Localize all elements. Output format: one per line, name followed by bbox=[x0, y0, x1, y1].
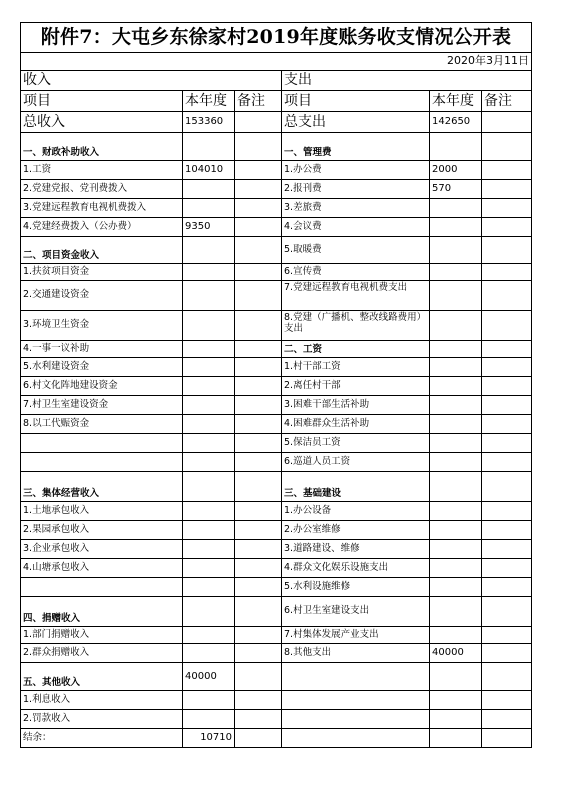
income-amount bbox=[183, 133, 235, 161]
ledger-row bbox=[21, 281, 532, 311]
income-note bbox=[235, 540, 282, 559]
expense-amount: 40000 bbox=[430, 644, 482, 663]
expense-item: 6.宣传费 bbox=[282, 264, 430, 281]
income-item: 2.群众捐赠收入 bbox=[21, 644, 183, 663]
expense-note bbox=[482, 161, 532, 180]
expense-note bbox=[482, 453, 532, 472]
expense-amount bbox=[430, 597, 482, 627]
income-note bbox=[235, 644, 282, 663]
ledger-row bbox=[21, 663, 532, 691]
income-item: 三、集体经营收入 bbox=[21, 472, 183, 502]
ledger-row bbox=[21, 341, 532, 358]
income-note bbox=[235, 434, 282, 453]
ledger-row bbox=[21, 264, 532, 281]
income-note bbox=[235, 311, 282, 341]
income-amount bbox=[183, 597, 235, 627]
ledger-row bbox=[21, 396, 532, 415]
income-col-note: 备注 bbox=[235, 91, 282, 112]
expense-note bbox=[482, 396, 532, 415]
expense-item: 3.道路建设、维修 bbox=[282, 540, 430, 559]
ledger-row bbox=[21, 180, 532, 199]
expense-amount bbox=[430, 237, 482, 264]
income-item: 2.党建党报、党刊费拨入 bbox=[21, 180, 183, 199]
income-note bbox=[235, 627, 282, 644]
expense-amount bbox=[430, 396, 482, 415]
expense-item: 6.村卫生室建设支出 bbox=[282, 597, 430, 627]
expense-item: 2.办公室维修 bbox=[282, 521, 430, 540]
expense-note bbox=[482, 264, 532, 281]
expense-note bbox=[482, 377, 532, 396]
expense-item: 三、基础建设 bbox=[282, 472, 430, 502]
ledger-row bbox=[21, 559, 532, 578]
income-amount: 9350 bbox=[183, 218, 235, 237]
expense-col-amount: 本年度 bbox=[430, 91, 482, 112]
income-item: 1.扶贫项目资金 bbox=[21, 264, 183, 281]
expense-amount bbox=[430, 691, 482, 710]
income-amount: 104010 bbox=[183, 161, 235, 180]
expense-item: 7.党建远程教育电视机费支出 bbox=[282, 281, 430, 311]
income-item: 5.水利建设资金 bbox=[21, 358, 183, 377]
expense-note bbox=[482, 578, 532, 597]
expense-item: 4.会议费 bbox=[282, 218, 430, 237]
income-amount bbox=[183, 264, 235, 281]
expense-amount bbox=[430, 559, 482, 578]
ledger-row bbox=[21, 358, 532, 377]
expense-amount bbox=[430, 358, 482, 377]
expense-amount bbox=[430, 281, 482, 311]
expense-note bbox=[482, 663, 532, 691]
ledger-row bbox=[21, 729, 532, 748]
income-item bbox=[21, 453, 183, 472]
expense-note bbox=[482, 710, 532, 729]
expense-amount bbox=[430, 415, 482, 434]
ledger-row bbox=[21, 218, 532, 237]
income-amount bbox=[183, 521, 235, 540]
expense-amount bbox=[430, 218, 482, 237]
income-item: 7.村卫生室建设资金 bbox=[21, 396, 183, 415]
expense-note bbox=[482, 341, 532, 358]
income-note bbox=[235, 377, 282, 396]
expense-amount bbox=[430, 729, 482, 748]
ledger-row bbox=[21, 377, 532, 396]
income-col-amount: 本年度 bbox=[183, 91, 235, 112]
expense-amount bbox=[430, 578, 482, 597]
expense-note bbox=[482, 597, 532, 627]
income-note bbox=[235, 597, 282, 627]
expense-note bbox=[482, 627, 532, 644]
income-amount bbox=[183, 502, 235, 521]
expense-note bbox=[482, 644, 532, 663]
expense-amount: 2000 bbox=[430, 161, 482, 180]
expense-amount bbox=[430, 264, 482, 281]
ledger-row bbox=[21, 627, 532, 644]
income-amount bbox=[183, 644, 235, 663]
expense-item bbox=[282, 729, 430, 748]
ledger-row bbox=[21, 434, 532, 453]
income-note bbox=[235, 729, 282, 748]
income-note bbox=[235, 180, 282, 199]
income-amount bbox=[183, 281, 235, 311]
ledger-row bbox=[21, 644, 532, 663]
income-item: 四、捐赠收入 bbox=[21, 597, 183, 627]
income-amount bbox=[183, 180, 235, 199]
income-note bbox=[235, 161, 282, 180]
expense-item: 5.水利设施维修 bbox=[282, 578, 430, 597]
income-amount: 10710 bbox=[183, 729, 235, 748]
income-amount bbox=[183, 237, 235, 264]
total-expense-note bbox=[482, 112, 532, 133]
income-note bbox=[235, 559, 282, 578]
ledger-row bbox=[21, 415, 532, 434]
total-expense-label: 总支出 bbox=[282, 112, 430, 133]
ledger-row bbox=[21, 237, 532, 264]
expense-amount bbox=[430, 434, 482, 453]
income-item: 1.部门捐赠收入 bbox=[21, 627, 183, 644]
expense-item: 1.办公费 bbox=[282, 161, 430, 180]
ledger-row bbox=[21, 502, 532, 521]
income-item: 2.果园承包收入 bbox=[21, 521, 183, 540]
expense-note bbox=[482, 521, 532, 540]
income-item bbox=[21, 578, 183, 597]
income-note bbox=[235, 453, 282, 472]
expense-note bbox=[482, 502, 532, 521]
expense-item: 2.报刊费 bbox=[282, 180, 430, 199]
income-amount bbox=[183, 627, 235, 644]
expense-amount bbox=[430, 133, 482, 161]
expense-item: 6.巡道人员工资 bbox=[282, 453, 430, 472]
expense-note bbox=[482, 472, 532, 502]
income-amount bbox=[183, 434, 235, 453]
expense-amount bbox=[430, 663, 482, 691]
ledger-row bbox=[21, 710, 532, 729]
ledger-row bbox=[21, 578, 532, 597]
ledger-row bbox=[21, 161, 532, 180]
ledger-table bbox=[20, 22, 532, 748]
income-item: 结余： bbox=[21, 729, 183, 748]
expense-note bbox=[482, 729, 532, 748]
income-note bbox=[235, 281, 282, 311]
expense-amount bbox=[430, 472, 482, 502]
income-note bbox=[235, 264, 282, 281]
income-col-item: 项目 bbox=[21, 91, 183, 112]
expense-item bbox=[282, 691, 430, 710]
total-income-label: 总收入 bbox=[21, 112, 183, 133]
expense-item: 3.困难干部生活补助 bbox=[282, 396, 430, 415]
expense-note bbox=[482, 199, 532, 218]
total-expense-value: 142650 bbox=[430, 112, 482, 133]
income-amount bbox=[183, 341, 235, 358]
income-note bbox=[235, 133, 282, 161]
expense-note bbox=[482, 691, 532, 710]
expense-amount bbox=[430, 521, 482, 540]
expense-note bbox=[482, 281, 532, 311]
report-date: 2020年3月11日 bbox=[21, 53, 532, 71]
expense-amount bbox=[430, 341, 482, 358]
income-item: 一、财政补助收入 bbox=[21, 133, 183, 161]
expense-item: 1.村干部工资 bbox=[282, 358, 430, 377]
expense-header: 支出 bbox=[282, 71, 532, 91]
expense-item: 8.其他支出 bbox=[282, 644, 430, 663]
income-note bbox=[235, 415, 282, 434]
income-item: 4.一事一议补助 bbox=[21, 341, 183, 358]
income-amount bbox=[183, 396, 235, 415]
income-item: 五、其他收入 bbox=[21, 663, 183, 691]
income-amount bbox=[183, 311, 235, 341]
income-amount: 40000 bbox=[183, 663, 235, 691]
expense-note bbox=[482, 180, 532, 199]
income-item: 3.党建远程教育电视机费拨入 bbox=[21, 199, 183, 218]
expense-note bbox=[482, 540, 532, 559]
expense-note bbox=[482, 237, 532, 264]
expense-note bbox=[482, 559, 532, 578]
income-item: 1.土地承包收入 bbox=[21, 502, 183, 521]
expense-amount bbox=[430, 199, 482, 218]
total-income-note bbox=[235, 112, 282, 133]
expense-amount bbox=[430, 453, 482, 472]
income-amount bbox=[183, 559, 235, 578]
income-amount bbox=[183, 358, 235, 377]
income-note bbox=[235, 341, 282, 358]
income-note bbox=[235, 691, 282, 710]
expense-col-item: 项目 bbox=[282, 91, 430, 112]
expense-amount: 570 bbox=[430, 180, 482, 199]
income-item: 1.利息收入 bbox=[21, 691, 183, 710]
expense-amount bbox=[430, 627, 482, 644]
income-item: 4.党建经费拨入（公办费） bbox=[21, 218, 183, 237]
income-note bbox=[235, 502, 282, 521]
expense-item: 3.差旅费 bbox=[282, 199, 430, 218]
ledger-row bbox=[21, 453, 532, 472]
expense-amount bbox=[430, 311, 482, 341]
income-note bbox=[235, 710, 282, 729]
income-amount bbox=[183, 472, 235, 502]
income-item: 4.山塘承包收入 bbox=[21, 559, 183, 578]
ledger-sheet bbox=[20, 22, 532, 748]
page-title: 附件7：大屯乡东徐家村2019年度账务收支情况公开表 bbox=[21, 23, 532, 53]
income-item: 2.罚款收入 bbox=[21, 710, 183, 729]
income-item: 3.企业承包收入 bbox=[21, 540, 183, 559]
income-note bbox=[235, 358, 282, 377]
expense-item: 4.困难群众生活补助 bbox=[282, 415, 430, 434]
income-amount bbox=[183, 691, 235, 710]
income-item: 2.交通建设资金 bbox=[21, 281, 183, 311]
expense-item: 二、工资 bbox=[282, 341, 430, 358]
income-header: 收入 bbox=[21, 71, 282, 91]
income-note bbox=[235, 578, 282, 597]
income-note bbox=[235, 472, 282, 502]
ledger-row bbox=[21, 691, 532, 710]
expense-note bbox=[482, 133, 532, 161]
expense-amount bbox=[430, 710, 482, 729]
income-item bbox=[21, 434, 183, 453]
expense-note bbox=[482, 218, 532, 237]
expense-item: 5.保洁员工资 bbox=[282, 434, 430, 453]
income-amount bbox=[183, 377, 235, 396]
income-note bbox=[235, 521, 282, 540]
expense-item bbox=[282, 663, 430, 691]
income-item: 3.环境卫生资金 bbox=[21, 311, 183, 341]
ledger-row bbox=[21, 199, 532, 218]
income-note bbox=[235, 396, 282, 415]
expense-col-note: 备注 bbox=[482, 91, 532, 112]
ledger-row bbox=[21, 311, 532, 341]
expense-item: 一、管理费 bbox=[282, 133, 430, 161]
expense-note bbox=[482, 434, 532, 453]
expense-amount bbox=[430, 377, 482, 396]
income-note bbox=[235, 218, 282, 237]
expense-amount bbox=[430, 540, 482, 559]
income-amount bbox=[183, 453, 235, 472]
income-note bbox=[235, 199, 282, 218]
income-item: 6.村文化阵地建设资金 bbox=[21, 377, 183, 396]
expense-note bbox=[482, 311, 532, 341]
income-amount bbox=[183, 540, 235, 559]
income-note bbox=[235, 663, 282, 691]
income-amount bbox=[183, 710, 235, 729]
expense-amount bbox=[430, 502, 482, 521]
expense-item: 7.村集体发展产业支出 bbox=[282, 627, 430, 644]
income-item: 8.以工代赈资金 bbox=[21, 415, 183, 434]
expense-item: 4.群众文化娱乐设施支出 bbox=[282, 559, 430, 578]
income-item: 二、项目资金收入 bbox=[21, 237, 183, 264]
ledger-row bbox=[21, 133, 532, 161]
income-item: 1.工资 bbox=[21, 161, 183, 180]
expense-note bbox=[482, 415, 532, 434]
total-income-value: 153360 bbox=[183, 112, 235, 133]
ledger-row bbox=[21, 521, 532, 540]
expense-item: 1.办公设备 bbox=[282, 502, 430, 521]
expense-item bbox=[282, 710, 430, 729]
ledger-row bbox=[21, 597, 532, 627]
expense-item: 5.取暖费 bbox=[282, 237, 430, 264]
income-amount bbox=[183, 415, 235, 434]
ledger-row bbox=[21, 540, 532, 559]
income-note bbox=[235, 237, 282, 264]
expense-note bbox=[482, 358, 532, 377]
expense-item: 2.离任村干部 bbox=[282, 377, 430, 396]
ledger-row bbox=[21, 472, 532, 502]
expense-item: 8.党建（广播机、整改线路费用）支出 bbox=[282, 311, 430, 341]
income-amount bbox=[183, 578, 235, 597]
income-amount bbox=[183, 199, 235, 218]
